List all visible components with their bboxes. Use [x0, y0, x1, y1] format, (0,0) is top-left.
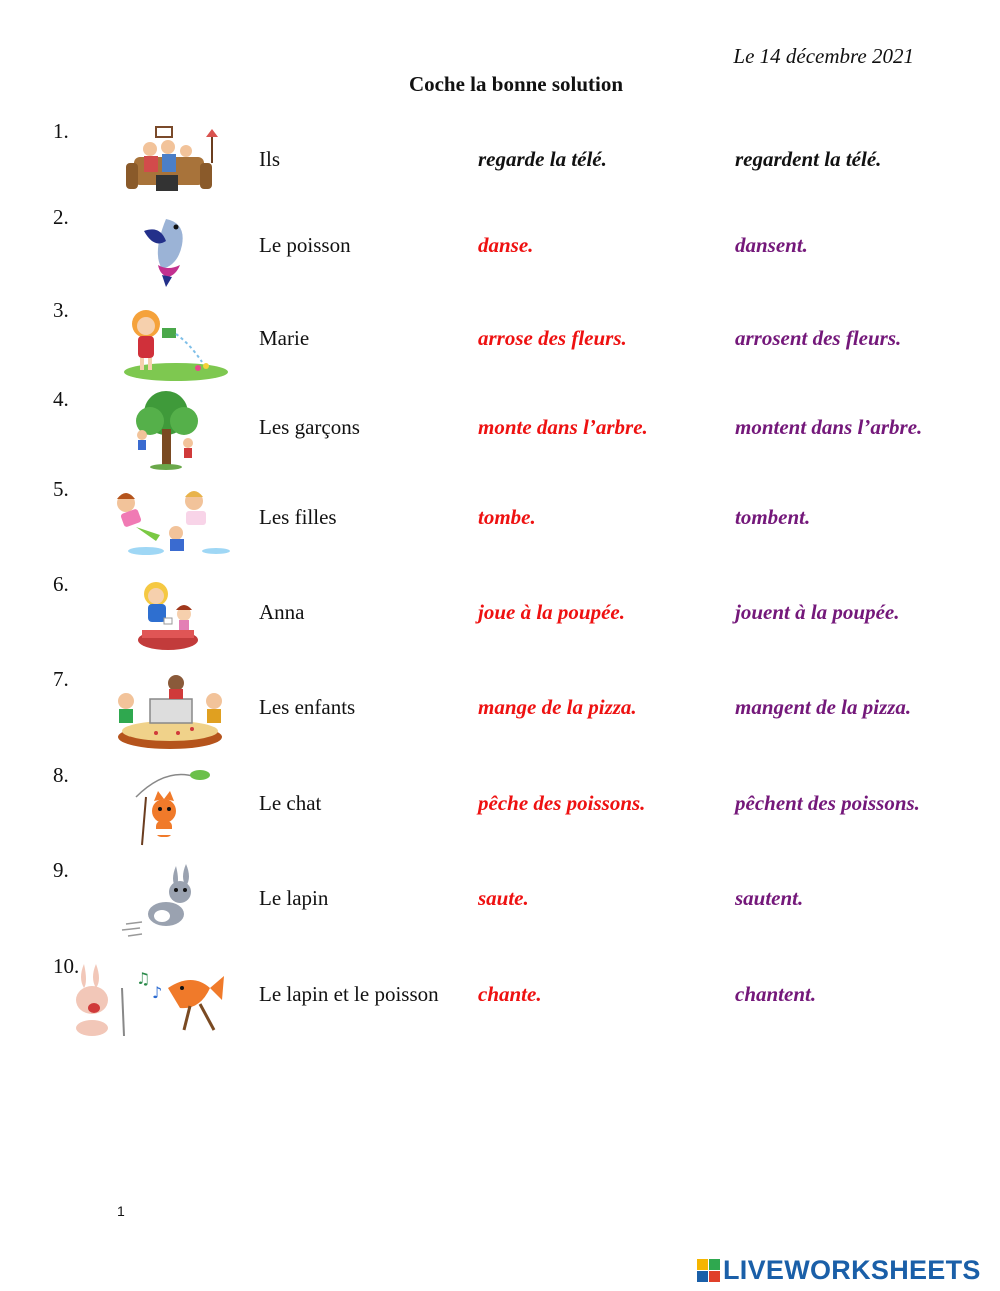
row-number: 10. [53, 954, 80, 978]
row-number: 3. [53, 298, 69, 322]
plural-option[interactable]: chantent. [735, 982, 817, 1006]
plural-option[interactable]: pêchent des poissons. [735, 791, 920, 815]
sentence-subject: Le chat [259, 791, 322, 815]
dancing-fish-icon [106, 209, 236, 289]
singular-option[interactable]: saute. [478, 886, 529, 910]
exercise-row [0, 763, 1000, 853]
plural-option[interactable]: dansent. [735, 233, 808, 257]
plural-option[interactable]: tombent. [735, 505, 811, 529]
sentence-subject: Marie [259, 326, 310, 350]
exercise-row [0, 298, 1000, 388]
plural-option[interactable]: montent dans l’arbre. [735, 415, 923, 439]
plural-option[interactable]: sautent. [735, 886, 804, 910]
girl-watering-flowers-icon [106, 302, 236, 382]
singular-option[interactable]: chante. [478, 982, 542, 1006]
plural-option[interactable]: arrosent des fleurs. [735, 326, 902, 350]
row-number: 9. [53, 858, 69, 882]
sentence-subject: Les enfants [259, 695, 356, 719]
plural-option[interactable]: jouent à la poupée. [735, 600, 900, 624]
exercise-row [0, 477, 1000, 567]
row-number: 5. [53, 477, 69, 501]
row-number: 8. [53, 763, 69, 787]
exercise-row [0, 858, 1000, 948]
family-watching-tv-icon [106, 123, 236, 203]
plural-option[interactable]: regardent la télé. [735, 147, 882, 171]
row-number: 4. [53, 387, 69, 411]
children-eating-pizza-icon [106, 671, 236, 751]
singular-option[interactable]: danse. [478, 233, 534, 257]
exercise-row [0, 667, 1000, 757]
exercise-row [0, 119, 1000, 209]
sentence-subject: Anna [259, 600, 305, 624]
page-number: 1 [117, 1203, 125, 1219]
singular-option[interactable]: pêche des poissons. [478, 791, 646, 815]
sentence-subject: Les filles [259, 505, 337, 529]
singular-option[interactable]: joue à la poupée. [478, 600, 625, 624]
rabbit-jumping-icon [106, 862, 236, 942]
page-title: Coche la bonne solution [408, 72, 624, 96]
rabbit-fish-singing-icon [70, 958, 230, 1038]
logo-mark-icon [697, 1259, 720, 1282]
sentence-subject: Le lapin [259, 886, 329, 910]
singular-option[interactable]: mange de la pizza. [478, 695, 637, 719]
exercise-row [0, 572, 1000, 662]
brand-name: LIVEWORKSHEETS [723, 1255, 981, 1285]
date: Le 14 décembre 2021 [733, 44, 914, 68]
row-number: 1. [53, 119, 69, 143]
row-number: 6. [53, 572, 69, 596]
singular-option[interactable]: monte dans l’arbre. [478, 415, 648, 439]
exercise-row [0, 205, 1000, 295]
cat-fishing-icon [106, 767, 236, 847]
sentence-subject: Le poisson [259, 233, 351, 257]
girl-playing-dolls-icon [106, 576, 236, 656]
exercise-row [0, 954, 1000, 1044]
singular-option[interactable]: tombe. [478, 505, 536, 529]
sentence-subject: Les garçons [259, 415, 360, 439]
boys-climbing-tree-icon [106, 391, 236, 471]
plural-option[interactable]: mangent de la pizza. [735, 695, 912, 719]
girls-falling-icon [106, 481, 236, 561]
exercise-row [0, 387, 1000, 477]
svg-text:♪: ♪ [152, 983, 163, 1002]
singular-option[interactable]: regarde la télé. [478, 147, 607, 171]
liveworksheets-logo [697, 1255, 981, 1286]
sentence-subject: Le lapin et le poisson [259, 982, 439, 1006]
singular-option[interactable]: arrose des fleurs. [478, 326, 627, 350]
row-number: 7. [53, 667, 69, 691]
svg-text:♫: ♫ [136, 969, 151, 988]
row-number: 2. [53, 205, 69, 229]
sentence-subject: Ils [259, 147, 280, 171]
